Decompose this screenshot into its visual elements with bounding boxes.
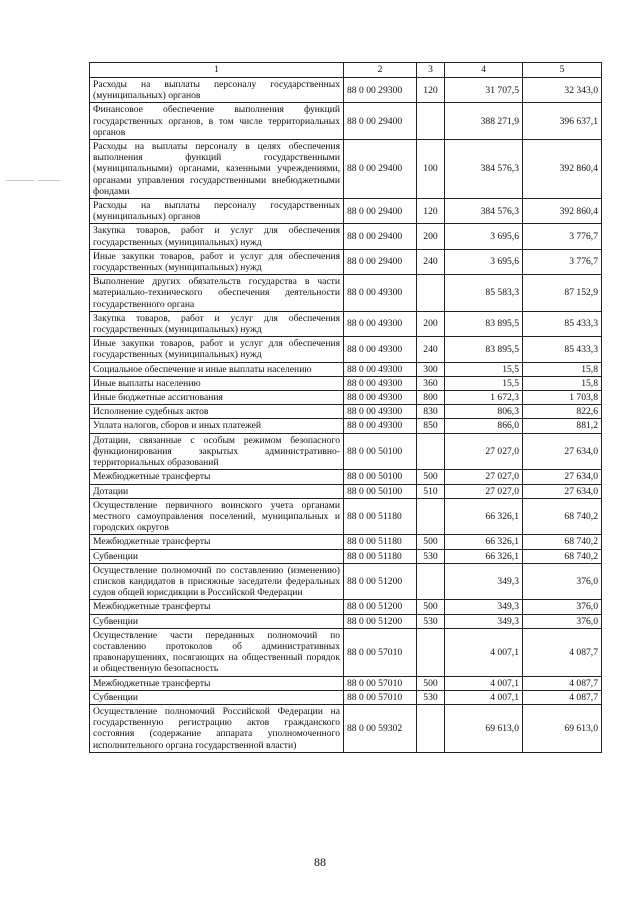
table-row bbox=[90, 549, 602, 563]
amount-year1-cell: 27 027,0 bbox=[445, 433, 523, 470]
table-row bbox=[90, 362, 602, 376]
table-row bbox=[90, 405, 602, 419]
column-header: 5 bbox=[523, 63, 602, 78]
table-row bbox=[90, 498, 602, 535]
item-name-cell: Осуществление полномочий Российской Федерации на государственную регистрацию актов гражданского состояния (содержание аппарата уполномоченного исполнительного органа государственной власти) bbox=[90, 704, 344, 752]
table-row bbox=[90, 224, 602, 249]
amount-year2-cell: 376,0 bbox=[523, 614, 602, 628]
item-name-cell: Иные закупки товаров, работ и услуг для обеспечения государственных (муниципальных) нужд bbox=[90, 337, 344, 362]
item-name-cell: Иные выплаты населению bbox=[90, 376, 344, 390]
table-row bbox=[90, 690, 602, 704]
target-code-cell: 88 0 00 49300 bbox=[344, 311, 417, 336]
target-code-cell: 88 0 00 29300 bbox=[344, 78, 417, 103]
target-code-cell: 88 0 00 50100 bbox=[344, 470, 417, 484]
expense-type-cell: 500 bbox=[417, 676, 445, 690]
table-row bbox=[90, 376, 602, 390]
target-code-cell: 88 0 00 57010 bbox=[344, 676, 417, 690]
target-code-cell: 88 0 00 51200 bbox=[344, 600, 417, 614]
target-code-cell: 88 0 00 49300 bbox=[344, 376, 417, 390]
target-code-cell: 88 0 00 51200 bbox=[344, 563, 417, 600]
item-name-cell: Межбюджетные трансферты bbox=[90, 535, 344, 549]
amount-year1-cell: 4 007,1 bbox=[445, 690, 523, 704]
expense-type-cell bbox=[417, 275, 445, 312]
amount-year2-cell: 68 740,2 bbox=[523, 535, 602, 549]
expense-type-cell: 850 bbox=[417, 419, 445, 433]
target-code-cell: 88 0 00 29400 bbox=[344, 103, 417, 140]
header-row bbox=[90, 63, 602, 78]
column-header: 2 bbox=[344, 63, 417, 78]
table-row bbox=[90, 103, 602, 140]
amount-year1-cell: 66 326,1 bbox=[445, 498, 523, 535]
amount-year1-cell: 27 027,0 bbox=[445, 470, 523, 484]
amount-year1-cell: 85 583,3 bbox=[445, 275, 523, 312]
amount-year2-cell: 822,6 bbox=[523, 405, 602, 419]
budget-table bbox=[89, 62, 602, 753]
table-row bbox=[90, 249, 602, 274]
table-row bbox=[90, 433, 602, 470]
expense-type-cell: 200 bbox=[417, 224, 445, 249]
item-name-cell: Осуществление первичного воинского учета органами местного самоуправления поселений, муниципальных и городских округов bbox=[90, 498, 344, 535]
amount-year2-cell: 27 634,0 bbox=[523, 484, 602, 498]
expense-type-cell bbox=[417, 704, 445, 752]
amount-year2-cell: 881,2 bbox=[523, 419, 602, 433]
amount-year1-cell: 349,3 bbox=[445, 600, 523, 614]
scan-artifact bbox=[38, 180, 60, 181]
table-row bbox=[90, 563, 602, 600]
amount-year2-cell: 15,8 bbox=[523, 362, 602, 376]
item-name-cell: Исполнение судебных актов bbox=[90, 405, 344, 419]
target-code-cell: 88 0 00 29400 bbox=[344, 199, 417, 224]
expense-type-cell: 530 bbox=[417, 690, 445, 704]
column-header: 4 bbox=[445, 63, 523, 78]
amount-year2-cell: 69 613,0 bbox=[523, 704, 602, 752]
item-name-cell: Выполнение других обязательств государства в части материально-технического обеспечения деятельности государственного органа bbox=[90, 275, 344, 312]
amount-year2-cell: 4 087,7 bbox=[523, 690, 602, 704]
target-code-cell: 88 0 00 29400 bbox=[344, 140, 417, 199]
target-code-cell: 88 0 00 50100 bbox=[344, 484, 417, 498]
table-row bbox=[90, 419, 602, 433]
amount-year2-cell: 392 860,4 bbox=[523, 140, 602, 199]
amount-year2-cell: 1 703,8 bbox=[523, 391, 602, 405]
target-code-cell: 88 0 00 29400 bbox=[344, 224, 417, 249]
amount-year2-cell: 3 776,7 bbox=[523, 224, 602, 249]
amount-year2-cell: 85 433,3 bbox=[523, 337, 602, 362]
table-row bbox=[90, 337, 602, 362]
target-code-cell: 88 0 00 57010 bbox=[344, 690, 417, 704]
item-name-cell: Иные бюджетные ассигнования bbox=[90, 391, 344, 405]
table-row bbox=[90, 78, 602, 103]
table-row bbox=[90, 275, 602, 312]
amount-year2-cell: 4 087,7 bbox=[523, 676, 602, 690]
item-name-cell: Расходы на выплаты персоналу государственных (муниципальных) органов bbox=[90, 78, 344, 103]
item-name-cell: Финансовое обеспечение выполнения функций государственных органов, в том числе территориальных органов bbox=[90, 103, 344, 140]
table-row bbox=[90, 311, 602, 336]
item-name-cell: Межбюджетные трансферты bbox=[90, 600, 344, 614]
item-name-cell: Закупка товаров, работ и услуг для обеспечения государственных (муниципальных) нужд bbox=[90, 311, 344, 336]
target-code-cell: 88 0 00 51180 bbox=[344, 535, 417, 549]
page-number: 88 bbox=[314, 855, 326, 869]
table-row bbox=[90, 535, 602, 549]
expense-type-cell: 530 bbox=[417, 614, 445, 628]
target-code-cell: 88 0 00 51180 bbox=[344, 498, 417, 535]
expense-type-cell: 510 bbox=[417, 484, 445, 498]
amount-year1-cell: 15,5 bbox=[445, 362, 523, 376]
table-row bbox=[90, 704, 602, 752]
item-name-cell: Иные закупки товаров, работ и услуг для обеспечения государственных (муниципальных) нужд bbox=[90, 249, 344, 274]
table-row bbox=[90, 391, 602, 405]
amount-year1-cell: 66 326,1 bbox=[445, 549, 523, 563]
item-name-cell: Дотации, связанные с особым режимом безопасного функционирования закрытых административно-территориальных образований bbox=[90, 433, 344, 470]
amount-year2-cell: 68 740,2 bbox=[523, 549, 602, 563]
amount-year2-cell: 376,0 bbox=[523, 600, 602, 614]
amount-year1-cell: 4 007,1 bbox=[445, 676, 523, 690]
expense-type-cell: 300 bbox=[417, 362, 445, 376]
expense-type-cell: 800 bbox=[417, 391, 445, 405]
expense-type-cell: 830 bbox=[417, 405, 445, 419]
item-name-cell: Закупка товаров, работ и услуг для обеспечения государственных (муниципальных) нужд bbox=[90, 224, 344, 249]
scan-artifact bbox=[6, 180, 34, 181]
target-code-cell: 88 0 00 29400 bbox=[344, 249, 417, 274]
amount-year2-cell: 87 152,9 bbox=[523, 275, 602, 312]
target-code-cell: 88 0 00 59302 bbox=[344, 704, 417, 752]
column-header: 3 bbox=[417, 63, 445, 78]
table-row bbox=[90, 676, 602, 690]
amount-year2-cell: 4 087,7 bbox=[523, 628, 602, 676]
item-name-cell: Расходы на выплаты персоналу в целях обеспечения выполнения функций государственными (муниципальными) органами, казенными учреждениями, органами управления государственными внебюджетными фондами bbox=[90, 140, 344, 199]
amount-year1-cell: 349,3 bbox=[445, 614, 523, 628]
target-code-cell: 88 0 00 49300 bbox=[344, 275, 417, 312]
amount-year1-cell: 1 672,3 bbox=[445, 391, 523, 405]
expense-type-cell: 500 bbox=[417, 600, 445, 614]
target-code-cell: 88 0 00 49300 bbox=[344, 337, 417, 362]
amount-year2-cell: 15,8 bbox=[523, 376, 602, 390]
expense-type-cell bbox=[417, 563, 445, 600]
amount-year2-cell: 85 433,3 bbox=[523, 311, 602, 336]
target-code-cell: 88 0 00 49300 bbox=[344, 391, 417, 405]
table-row bbox=[90, 484, 602, 498]
target-code-cell: 88 0 00 49300 bbox=[344, 419, 417, 433]
amount-year2-cell: 396 637,1 bbox=[523, 103, 602, 140]
expense-type-cell: 240 bbox=[417, 337, 445, 362]
table-row bbox=[90, 199, 602, 224]
amount-year1-cell: 83 895,5 bbox=[445, 337, 523, 362]
expense-type-cell bbox=[417, 433, 445, 470]
amount-year2-cell: 376,0 bbox=[523, 563, 602, 600]
amount-year2-cell: 27 634,0 bbox=[523, 433, 602, 470]
amount-year1-cell: 3 695,6 bbox=[445, 249, 523, 274]
target-code-cell: 88 0 00 57010 bbox=[344, 628, 417, 676]
amount-year1-cell: 806,3 bbox=[445, 405, 523, 419]
column-header: 1 bbox=[90, 63, 344, 78]
target-code-cell: 88 0 00 51180 bbox=[344, 549, 417, 563]
table-row bbox=[90, 628, 602, 676]
amount-year1-cell: 384 576,3 bbox=[445, 140, 523, 199]
expense-type-cell bbox=[417, 103, 445, 140]
amount-year1-cell: 66 326,1 bbox=[445, 535, 523, 549]
item-name-cell: Уплата налогов, сборов и иных платежей bbox=[90, 419, 344, 433]
item-name-cell: Осуществление полномочий по составлению (изменению) списков кандидатов в присяжные заседатели федеральных судов общей юрисдикции в Российской Федерации bbox=[90, 563, 344, 600]
expense-type-cell: 500 bbox=[417, 535, 445, 549]
item-name-cell: Осуществление части переданных полномочий по составлению протоколов об административных правонарушениях, посягающих на общественный порядок и общественную безопасность bbox=[90, 628, 344, 676]
item-name-cell: Субвенции bbox=[90, 614, 344, 628]
amount-year1-cell: 388 271,9 bbox=[445, 103, 523, 140]
expense-type-cell: 360 bbox=[417, 376, 445, 390]
target-code-cell: 88 0 00 49300 bbox=[344, 362, 417, 376]
table-row bbox=[90, 614, 602, 628]
item-name-cell: Субвенции bbox=[90, 690, 344, 704]
item-name-cell: Дотации bbox=[90, 484, 344, 498]
expense-type-cell: 200 bbox=[417, 311, 445, 336]
target-code-cell: 88 0 00 49300 bbox=[344, 405, 417, 419]
amount-year2-cell: 3 776,7 bbox=[523, 249, 602, 274]
amount-year2-cell: 68 740,2 bbox=[523, 498, 602, 535]
amount-year1-cell: 83 895,5 bbox=[445, 311, 523, 336]
expense-type-cell: 120 bbox=[417, 199, 445, 224]
expense-type-cell: 240 bbox=[417, 249, 445, 274]
expense-type-cell bbox=[417, 628, 445, 676]
target-code-cell: 88 0 00 50100 bbox=[344, 433, 417, 470]
amount-year1-cell: 69 613,0 bbox=[445, 704, 523, 752]
expense-type-cell: 530 bbox=[417, 549, 445, 563]
table-row bbox=[90, 140, 602, 199]
expense-type-cell: 120 bbox=[417, 78, 445, 103]
amount-year2-cell: 32 343,0 bbox=[523, 78, 602, 103]
amount-year2-cell: 392 860,4 bbox=[523, 199, 602, 224]
table-row bbox=[90, 600, 602, 614]
amount-year1-cell: 3 695,6 bbox=[445, 224, 523, 249]
amount-year1-cell: 866,0 bbox=[445, 419, 523, 433]
amount-year1-cell: 31 707,5 bbox=[445, 78, 523, 103]
amount-year2-cell: 27 634,0 bbox=[523, 470, 602, 484]
item-name-cell: Расходы на выплаты персоналу государственных (муниципальных) органов bbox=[90, 199, 344, 224]
amount-year1-cell: 27 027,0 bbox=[445, 484, 523, 498]
table-row bbox=[90, 470, 602, 484]
expense-type-cell: 500 bbox=[417, 470, 445, 484]
item-name-cell: Социальное обеспечение и иные выплаты населению bbox=[90, 362, 344, 376]
expense-type-cell: 100 bbox=[417, 140, 445, 199]
item-name-cell: Субвенции bbox=[90, 549, 344, 563]
amount-year1-cell: 384 576,3 bbox=[445, 199, 523, 224]
amount-year1-cell: 4 007,1 bbox=[445, 628, 523, 676]
amount-year1-cell: 15,5 bbox=[445, 376, 523, 390]
amount-year1-cell: 349,3 bbox=[445, 563, 523, 600]
item-name-cell: Межбюджетные трансферты bbox=[90, 676, 344, 690]
item-name-cell: Межбюджетные трансферты bbox=[90, 470, 344, 484]
target-code-cell: 88 0 00 51200 bbox=[344, 614, 417, 628]
expense-type-cell bbox=[417, 498, 445, 535]
